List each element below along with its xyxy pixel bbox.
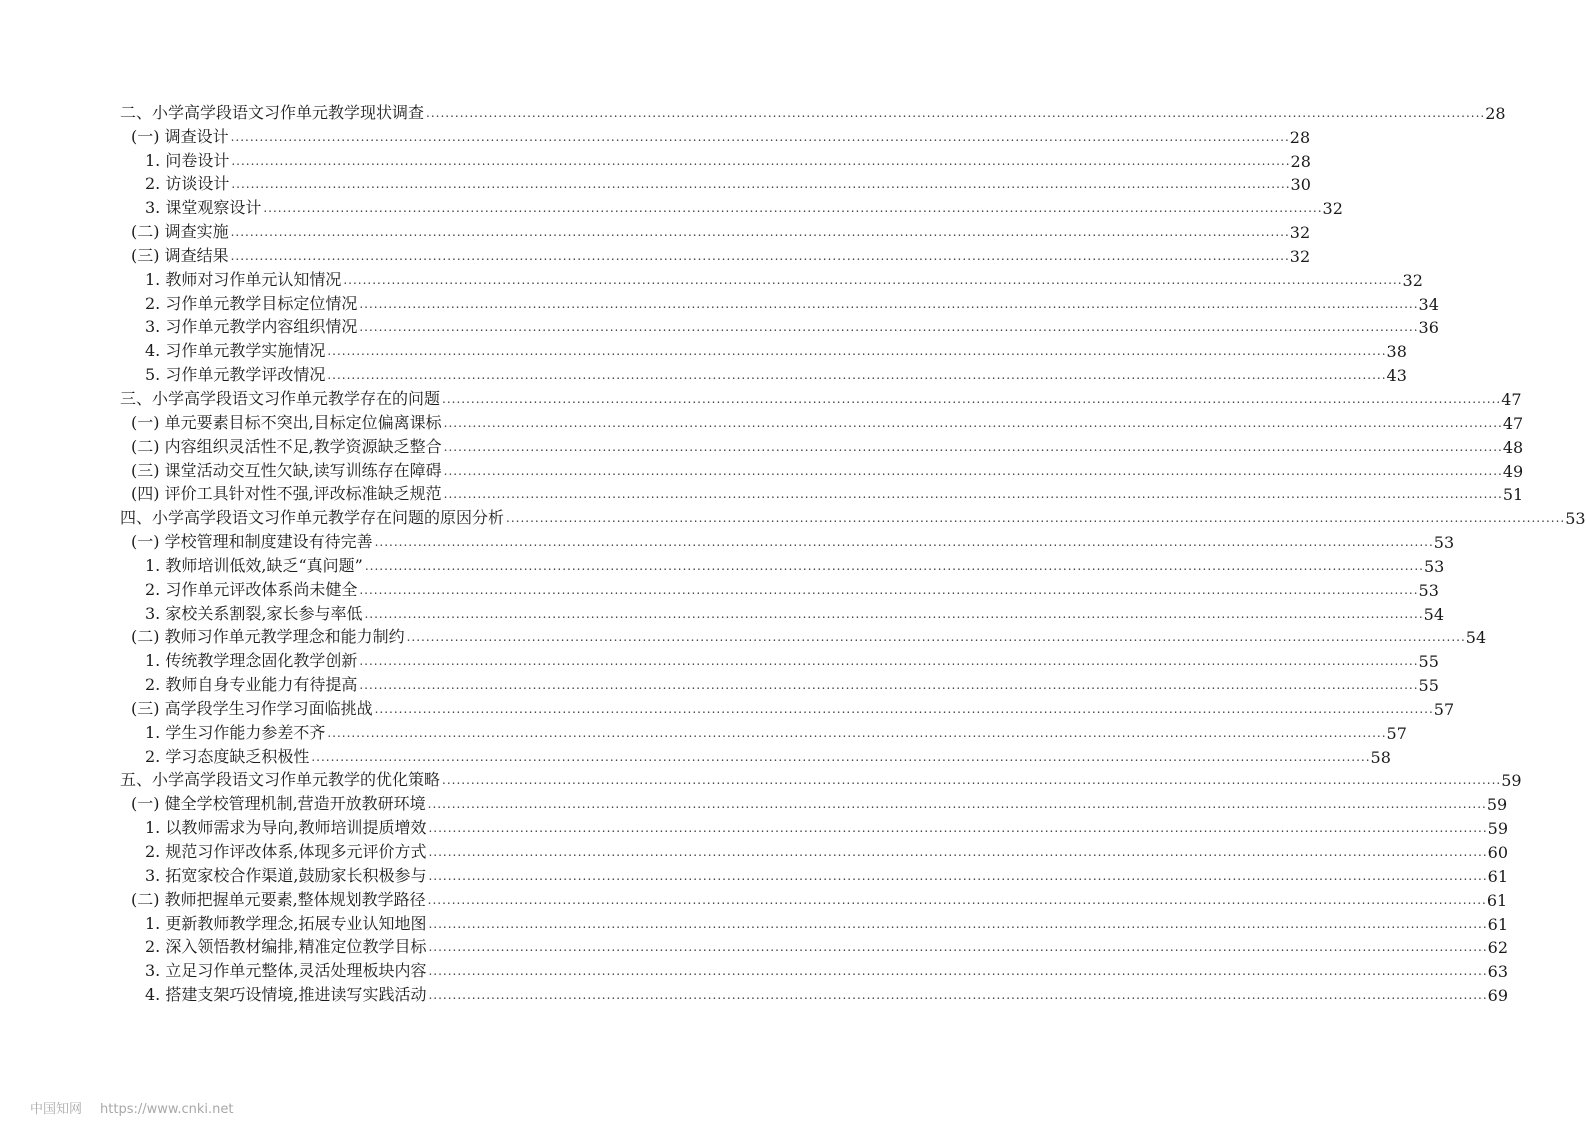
table-of-contents — [0, 99, 1586, 1006]
toc-entry-label: 1. 以教师需求为导向,教师培训提质增效 — [145, 818, 427, 838]
toc-entry[interactable] — [0, 838, 1508, 862]
toc-entry[interactable] — [0, 457, 1524, 481]
toc-entry-page: 51 — [1502, 485, 1524, 505]
toc-entry-page: 48 — [1502, 437, 1524, 457]
toc-leader-dots: ............................................................................................................................................................................................................................ — [426, 105, 1486, 120]
toc-entry-page: 58 — [1370, 747, 1391, 767]
toc-entry-page: 53 — [1565, 509, 1586, 529]
toc-entry[interactable] — [0, 337, 1407, 362]
toc-leader-dots: ............................................................................................................................................................................................................................ — [263, 201, 1323, 216]
toc-entry[interactable] — [0, 886, 1508, 910]
toc-entry-label: 二、小学高学段语文习作单元教学现状调查 — [120, 102, 425, 122]
toc-entry-page: 36 — [1418, 318, 1439, 338]
toc-entry[interactable] — [0, 123, 1311, 147]
toc-leader-dots: ............................................................................................................................................................................................................................ — [443, 463, 1503, 478]
toc-entry-page: 32 — [1289, 223, 1311, 243]
toc-leader-dots: ............................................................................................................................................................................................................................ — [359, 582, 1419, 597]
toc-entry[interactable] — [0, 862, 1508, 886]
toc-entry-page: 49 — [1502, 461, 1524, 481]
toc-leader-dots: ............................................................................................................................................................................................................................ — [427, 797, 1487, 812]
toc-entry-label: 2. 习作单元评改体系尚未健全 — [145, 579, 358, 599]
watermark — [30, 1098, 251, 1117]
toc-entry-label: 1. 问卷设计 — [145, 150, 230, 170]
toc-leader-dots: ............................................................................................................................................................................................................................ — [231, 177, 1291, 192]
toc-leader-dots: ............................................................................................................................................................................................................................ — [443, 439, 1503, 454]
toc-entry[interactable] — [0, 957, 1508, 982]
toc-leader-dots: ............................................................................................................................................................................................................................ — [364, 558, 1424, 573]
toc-entry[interactable] — [0, 767, 1522, 791]
toc-entry-page: 53 — [1418, 580, 1439, 600]
toc-leader-dots: ............................................................................................................................................................................................................................ — [359, 296, 1419, 311]
toc-entry-label: (二) 教师习作单元教学理念和能力制约 — [131, 627, 405, 647]
toc-entry-label: 四、小学高学段语文习作单元教学存在问题的原因分析 — [120, 508, 505, 528]
toc-entry[interactable] — [0, 910, 1508, 934]
toc-entry[interactable] — [0, 409, 1524, 433]
toc-leader-dots: ............................................................................................................................................................................................................................ — [231, 153, 1291, 168]
watermark-url: https://www.cnki.net — [100, 1102, 234, 1117]
toc-entry[interactable] — [0, 290, 1439, 314]
toc-entry-page: 57 — [1433, 699, 1455, 719]
toc-entry-page: 28 — [1289, 127, 1311, 147]
toc-entry-page: 55 — [1418, 676, 1439, 696]
toc-leader-dots: ............................................................................................................................................................................................................................ — [359, 654, 1419, 669]
toc-leader-dots: ............................................................................................................................................................................................................................ — [428, 964, 1488, 979]
toc-entry-label: 2. 学习态度缺乏积极性 — [145, 746, 310, 766]
toc-entry-page: 54 — [1423, 604, 1444, 624]
toc-leader-dots: ............................................................................................................................................................................................................................ — [327, 344, 1387, 359]
toc-leader-dots: ............................................................................................................................................................................................................................ — [359, 678, 1419, 693]
toc-entry-label: 3. 拓宽家校合作渠道,鼓励家长积极参与 — [145, 865, 427, 885]
toc-entry-page: 32 — [1322, 199, 1343, 219]
toc-entry-page: 61 — [1486, 890, 1508, 910]
toc-entry-label: 1. 教师培训低效,缺乏“真问题” — [145, 555, 363, 575]
toc-leader-dots: ............................................................................................................................................................................................................................ — [343, 272, 1403, 287]
toc-entry[interactable] — [0, 814, 1508, 839]
toc-entry-label: 3. 家校关系割裂,家长参与率低 — [145, 603, 363, 623]
toc-entry-label: (二) 内容组织灵活性不足,教学资源缺乏整合 — [131, 436, 442, 456]
toc-entry[interactable] — [0, 194, 1343, 219]
toc-entry[interactable] — [0, 624, 1487, 648]
toc-entry-page: 63 — [1487, 962, 1508, 982]
toc-entry[interactable] — [0, 504, 1586, 529]
toc-entry-page: 38 — [1386, 342, 1407, 362]
toc-leader-dots: ............................................................................................................................................................................................................................ — [428, 988, 1488, 1003]
toc-entry-page: 57 — [1386, 723, 1407, 743]
toc-entry[interactable] — [0, 361, 1407, 386]
toc-leader-dots: ............................................................................................................................................................................................................................ — [327, 368, 1387, 383]
toc-entry[interactable] — [0, 981, 1508, 1006]
toc-leader-dots: ............................................................................................................................................................................................................................ — [364, 606, 1424, 621]
toc-entry[interactable] — [0, 171, 1311, 195]
toc-entry-label: 1. 教师对习作单元认知情况 — [145, 269, 342, 289]
toc-leader-dots: ............................................................................................................................................................................................................................ — [406, 630, 1466, 645]
toc-entry[interactable] — [0, 790, 1508, 815]
toc-leader-dots: ............................................................................................................................................................................................................................ — [428, 845, 1488, 859]
toc-entry[interactable] — [0, 671, 1439, 696]
toc-entry[interactable] — [0, 743, 1391, 767]
toc-entry-page: 32 — [1402, 270, 1423, 290]
toc-entry-page: 55 — [1418, 652, 1439, 672]
toc-entry-label: 3. 立足习作单元整体,灵活处理板块内容 — [145, 961, 427, 981]
toc-entry-label: (三) 课堂活动交互性欠缺,读写训练存在障碍 — [131, 460, 442, 480]
toc-entry-page: 61 — [1487, 914, 1508, 934]
toc-entry[interactable] — [0, 99, 1506, 123]
toc-leader-dots: ............................................................................................................................................................................................................................ — [230, 248, 1290, 263]
toc-entry[interactable] — [0, 266, 1423, 290]
toc-entry-label: (一) 学校管理和制度建设有待完善 — [131, 532, 373, 552]
toc-leader-dots: ............................................................................................................................................................................................................................ — [230, 129, 1290, 144]
toc-leader-dots: ............................................................................................................................................................................................................................ — [443, 487, 1503, 502]
toc-entry[interactable] — [0, 147, 1311, 171]
toc-entry-label: 3. 课堂观察设计 — [145, 198, 262, 218]
toc-leader-dots: ............................................................................................................................................................................................................................ — [428, 916, 1488, 931]
toc-leader-dots: ............................................................................................................................................................................................................................ — [428, 821, 1488, 836]
toc-entry-label: 1. 传统教学理念固化教学创新 — [145, 651, 358, 671]
toc-entry-label: (一) 调查设计 — [131, 126, 229, 146]
toc-entry-label: (二) 教师把握单元要素,整体规划教学路径 — [131, 889, 426, 909]
toc-entry-label: (三) 调查结果 — [131, 245, 229, 265]
toc-entry[interactable] — [0, 719, 1407, 743]
toc-leader-dots: ............................................................................................................................................................................................................................ — [442, 391, 1502, 406]
toc-entry-page: 59 — [1486, 795, 1508, 815]
toc-entry-label: (二) 调查实施 — [131, 222, 229, 242]
toc-entry-label: 五、小学高学段语文习作单元教学的优化策略 — [120, 770, 441, 790]
toc-leader-dots: ............................................................................................................................................................................................................................ — [311, 749, 1371, 764]
toc-entry-label: 1. 学生习作能力参差不齐 — [145, 722, 326, 742]
toc-entry-page: 60 — [1487, 843, 1508, 862]
toc-entry-page: 53 — [1433, 533, 1455, 553]
toc-entry-page: 34 — [1418, 294, 1439, 314]
toc-entry[interactable] — [0, 934, 1508, 958]
toc-entry-label: 5. 习作单元教学评改情况 — [145, 365, 326, 385]
toc-entry[interactable] — [0, 528, 1455, 553]
toc-entry-page: 62 — [1487, 938, 1508, 958]
toc-entry-page: 53 — [1424, 556, 1445, 576]
toc-entry[interactable] — [0, 600, 1444, 624]
toc-entry-page: 43 — [1386, 366, 1407, 386]
toc-entry-page: 54 — [1465, 628, 1487, 648]
toc-entry-page: 30 — [1290, 175, 1311, 195]
toc-entry-page: 59 — [1487, 819, 1508, 839]
toc-entry-page: 47 — [1502, 413, 1524, 433]
toc-entry-page: 59 — [1501, 771, 1522, 791]
toc-entry-label: 三、小学高学段语文习作单元教学存在的问题 — [120, 388, 441, 408]
toc-entry-page: 28 — [1485, 103, 1506, 123]
toc-entry[interactable] — [0, 385, 1522, 409]
toc-leader-dots: ............................................................................................................................................................................................................................ — [428, 868, 1488, 883]
watermark-brand: 中国知网 — [30, 1102, 83, 1117]
toc-entry-label: 1. 更新教师教学理念,拓展专业认知地图 — [145, 913, 427, 933]
toc-leader-dots: ............................................................................................................................................................................................................................ — [327, 725, 1387, 740]
toc-entry-label: 2. 教师自身专业能力有待提高 — [145, 675, 358, 695]
toc-entry-page: 61 — [1487, 866, 1508, 886]
toc-entry-label: 4. 搭建支架巧设情境,推进读写实践活动 — [145, 985, 427, 1005]
toc-entry-label: 3. 习作单元教学内容组织情况 — [145, 317, 358, 337]
toc-entry-label: (四) 评价工具针对性不强,评改标准缺乏规范 — [131, 484, 442, 504]
toc-leader-dots: ............................................................................................................................................................................................................................ — [442, 773, 1502, 788]
toc-entry[interactable] — [0, 242, 1311, 266]
toc-entry-page: 32 — [1289, 246, 1311, 266]
toc-entry[interactable] — [0, 647, 1439, 672]
toc-leader-dots: ............................................................................................................................................................................................................................ — [359, 320, 1419, 335]
toc-entry[interactable] — [0, 695, 1455, 719]
toc-entry-label: (三) 高学段学生习作学习面临挑战 — [131, 698, 373, 718]
toc-leader-dots: ............................................................................................................................................................................................................................ — [428, 940, 1488, 955]
toc-entry-label: 2. 深入领悟教材编排,精准定位教学目标 — [145, 937, 427, 957]
toc-leader-dots: ............................................................................................................................................................................................................................ — [230, 225, 1290, 240]
toc-leader-dots: ............................................................................................................................................................................................................................ — [443, 415, 1503, 430]
toc-leader-dots: ............................................................................................................................................................................................................................ — [374, 701, 1434, 716]
toc-entry-label: 2. 习作单元教学目标定位情况 — [145, 293, 358, 313]
toc-entry[interactable] — [0, 552, 1445, 576]
toc-entry-page: 47 — [1501, 389, 1522, 409]
toc-entry[interactable] — [0, 481, 1524, 505]
toc-entry-page: 28 — [1290, 151, 1311, 171]
toc-entry-label: (一) 健全学校管理机制,营造开放教研环境 — [131, 794, 426, 814]
toc-leader-dots: ............................................................................................................................................................................................................................ — [427, 892, 1487, 907]
toc-entry[interactable] — [0, 314, 1439, 338]
toc-entry-label: 4. 习作单元教学实施情况 — [145, 341, 326, 361]
toc-entry[interactable] — [0, 218, 1311, 243]
toc-entry-label: 2. 访谈设计 — [145, 174, 230, 194]
toc-leader-dots: ............................................................................................................................................................................................................................ — [506, 511, 1566, 526]
toc-entry[interactable] — [0, 433, 1524, 457]
toc-entry-label: (一) 单元要素目标不突出,目标定位偏离课标 — [131, 412, 442, 432]
toc-leader-dots: ............................................................................................................................................................................................................................ — [374, 535, 1434, 550]
toc-entry-page: 69 — [1487, 986, 1508, 1006]
toc-entry-label: 2. 规范习作评改体系,体现多元评价方式 — [145, 842, 427, 861]
toc-entry[interactable] — [0, 576, 1439, 600]
